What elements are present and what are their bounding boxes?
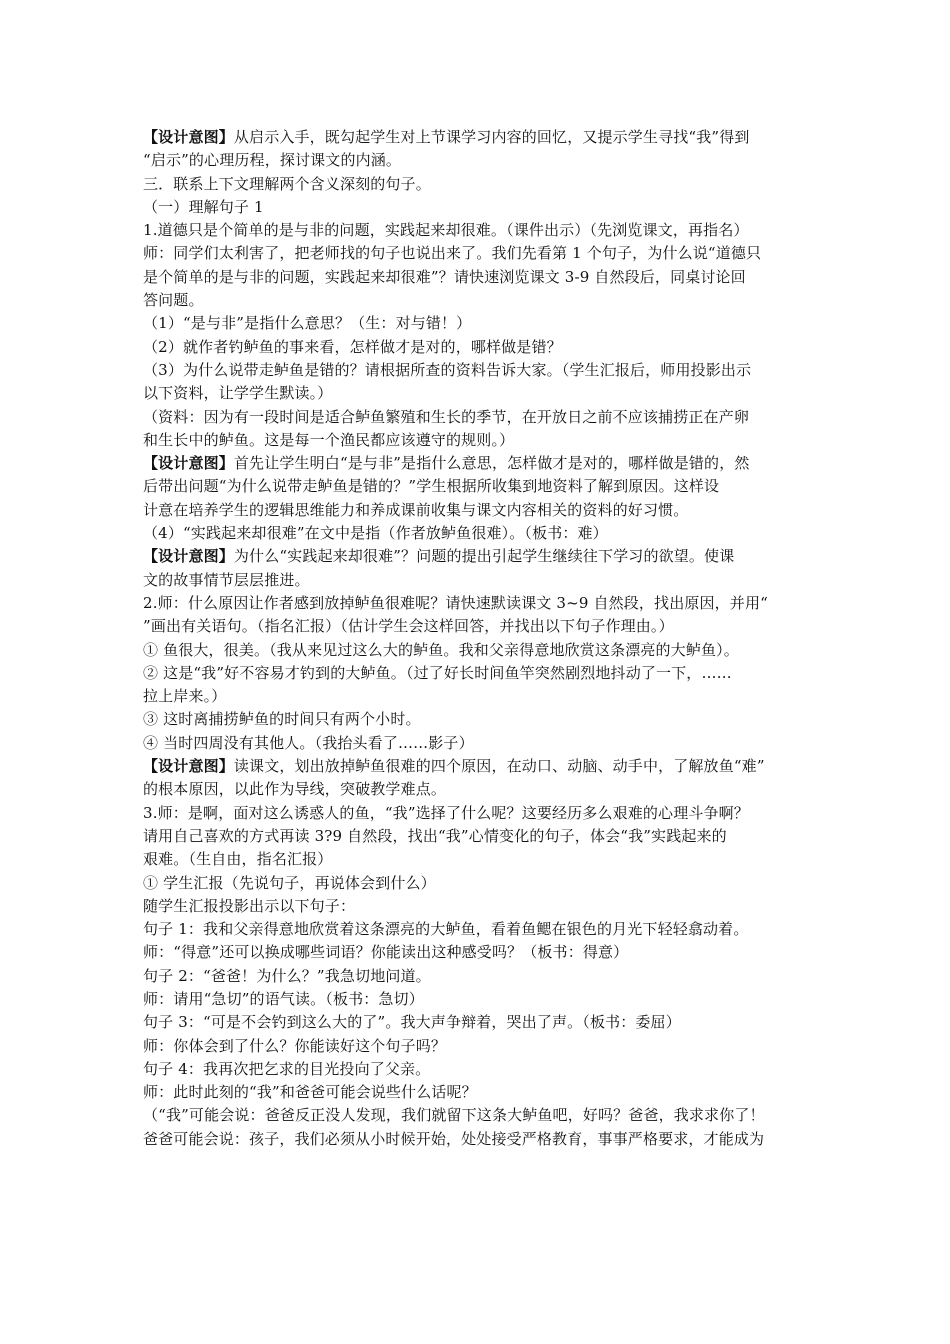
line-text: 1.道德只是个简单的是与非的问题，实践起来却很难。（课件出示）（先浏览课文，再指名） <box>143 221 749 240</box>
line-text: 后带出问题“为什么说带走鲈鱼是错的？”学生根据所收集到地资料了解到原因。这样设 <box>143 477 720 496</box>
line-text: 师：此时此刻的“我”和爸爸可能会说些什么话呢？ <box>143 1083 477 1102</box>
line-text: 文的故事情节层层推进。 <box>143 570 310 589</box>
text-line <box>143 219 815 242</box>
line-text: 拉上岸来。） <box>143 687 227 706</box>
line-text: 从启示入手，既勾起学生对上节课学习内容的回忆，又提示学生寻找“我”得到 <box>233 128 750 146</box>
line-text: 答问题。 <box>143 291 204 310</box>
line-text: （2）就作者钓鲈鱼的事来看，怎样做才是对的，哪样做是错？ <box>143 337 562 356</box>
text-line <box>143 289 815 312</box>
line-text: ② 这是“我”好不容易才钓到的大鲈鱼。（过了好长时间鱼竿突然剧烈地抖动了一下，…… <box>143 663 732 682</box>
line-text: ① 鱼很大，很美。（我从来见过这么大的鲈鱼。我和父亲得意地欣赏这条漂亮的大鲈鱼）。 <box>143 640 739 659</box>
text-line <box>143 126 815 149</box>
text-line <box>143 569 815 592</box>
line-text: 和生长中的鲈鱼。这是每一个渔民都应该遵守的规则。） <box>143 430 515 449</box>
text-line <box>143 336 815 359</box>
text-line <box>143 732 815 755</box>
text-line <box>143 615 815 638</box>
text-line <box>143 499 815 522</box>
line-text: 师：同学们太利害了，把老师找的句子也说出来了。我们先看第 1 个句子，为什么说“道德只 <box>143 244 762 263</box>
line-text: （“我”可能会说：爸爸反正没人发现，我们就留下这条大鲈鱼吧，好吗？爸爸，我求求你了！ <box>143 1106 765 1125</box>
text-line <box>143 149 815 172</box>
line-text: 请用自己喜欢的方式再读 3?9 自然段，找出“我”心情变化的句子，体会“我”实践起来的 <box>143 826 727 845</box>
text-line <box>143 825 815 848</box>
text-line <box>143 802 815 825</box>
text-line <box>143 1104 815 1127</box>
text-line <box>143 545 815 568</box>
line-text: ”画出有关语句。（指名汇报）（估计学生会这样回答，并找出以下句子作理由。） <box>143 617 674 636</box>
line-text: 以下资料，让学学生默读。） <box>143 384 333 403</box>
line-text: （4）“实践起来却很难”在文中是指（作者放鲈鱼很难）。（板书：难） <box>143 524 608 543</box>
line-text: 3.师：是啊，面对这么诱惑人的鱼，“我”选择了什么呢？这要经历多么艰难的心理斗争啊？ <box>143 803 749 822</box>
text-line <box>143 1058 815 1081</box>
design-intent-label: 【设计意图】 <box>143 547 234 566</box>
line-text: 艰难。（生自由，指名汇报） <box>143 850 333 869</box>
text-line <box>143 685 815 708</box>
line-text: ① 学生汇报（先说句子，再说体会到什么） <box>143 873 436 892</box>
line-text: （1）“是与非”是指什么意思？（生：对与错！） <box>143 314 472 333</box>
text-line <box>143 941 815 964</box>
text-line <box>143 639 815 662</box>
design-intent-label: 【设计意图】 <box>143 128 234 146</box>
text-line <box>143 173 815 196</box>
text-line <box>143 475 815 498</box>
line-text: 2.师：什么原因让作者感到放掉鲈鱼很难呢？请快速默读课文 3~9 自然段，找出原因，并用“ <box>143 593 768 612</box>
line-text: 句子 1：我和父亲得意地欣赏着这条漂亮的大鲈鱼，看着鱼鳃在银色的月光下轻轻翕动着。 <box>143 920 749 939</box>
line-text: 句子 3：“可是不会钓到这么大的了”。我大声争辩着，哭出了声。（板书：委屈） <box>143 1013 681 1032</box>
line-text: 爸爸可能会说：孩子，我们必须从小时候开始，处处接受严格教育，事事严格要求，才能成为 <box>143 1129 765 1148</box>
text-line <box>143 988 815 1011</box>
line-text: ④ 当时四周没有其他人。（我抬头看了……影子） <box>143 733 474 752</box>
text-line <box>143 429 815 452</box>
text-line <box>143 1081 815 1104</box>
line-text: 为什么“实践起来却很难”？问题的提出引起学生继续往下学习的欲望。使课 <box>233 547 735 566</box>
line-text: （3）为什么说带走鲈鱼是错的？请根据所查的资料告诉大家。（学生汇报后，师用投影出示 <box>143 360 752 379</box>
line-text: 句子 4：我再次把乞求的目光投向了父亲。 <box>143 1059 431 1078</box>
line-text: “启示”的心理历程，探讨课文的内涵。 <box>143 151 402 170</box>
line-text: 师：“得意”还可以换成哪些词语？你能读出这种感受吗？（板书：得意） <box>143 943 629 962</box>
text-line <box>143 522 815 545</box>
text-line <box>143 266 815 289</box>
line-text: 句子 2：“爸爸！为什么？”我急切地问道。 <box>143 966 431 985</box>
lesson-plan-text <box>143 126 815 1151</box>
line-text: （资料：因为有一段时间是适合鲈鱼繁殖和生长的季节，在开放日之前不应该捕捞正在产卵 <box>143 407 750 426</box>
text-line <box>143 872 815 895</box>
text-line <box>143 708 815 731</box>
text-line <box>143 196 815 219</box>
design-intent-label: 【设计意图】 <box>143 757 234 776</box>
text-line <box>143 918 815 941</box>
line-text: 首先让学生明白“是与非”是指什么意思，怎样做才是对的，哪样做是错的，然 <box>233 454 750 473</box>
text-line <box>143 1128 815 1151</box>
text-line <box>143 848 815 871</box>
text-line <box>143 778 815 801</box>
line-text: 师：你体会到了什么？你能读好这个句子吗？ <box>143 1036 447 1055</box>
line-text: 师：请用“急切”的语气读。（板书：急切） <box>143 989 424 1008</box>
text-line <box>143 452 815 475</box>
text-line <box>143 359 815 382</box>
line-text: 随学生汇报投影出示以下句子： <box>143 896 356 915</box>
line-text: ③ 这时离捕捞鲈鱼的时间只有两个小时。 <box>143 710 421 729</box>
text-line <box>143 382 815 405</box>
text-line <box>143 965 815 988</box>
line-text: （一）理解句子 1 <box>143 197 264 216</box>
text-line <box>143 1035 815 1058</box>
text-line <box>143 662 815 685</box>
text-line <box>143 755 815 778</box>
line-text: 计意在培养学生的逻辑思维能力和养成课前收集与课文内容相关的资料的好习惯。 <box>143 500 689 519</box>
text-line <box>143 895 815 918</box>
line-text: 的根本原因，以此作为导线，突破教学难点。 <box>143 780 447 799</box>
text-line <box>143 242 815 265</box>
line-text: 读课文，划出放掉鲈鱼很难的四个原因，在动口、动脑、动手中，了解放鱼“难” <box>233 757 765 776</box>
text-line <box>143 592 815 615</box>
text-line <box>143 312 815 335</box>
text-line <box>143 1011 815 1034</box>
text-line <box>143 406 815 429</box>
line-text: 是个简单的是与非的问题，实践起来却很难”？请快速浏览课文 3-9 自然段后，同桌讨论回 <box>143 267 746 286</box>
design-intent-label: 【设计意图】 <box>143 454 234 473</box>
line-text: 三．联系上下文理解两个含义深刻的句子。 <box>143 174 431 193</box>
